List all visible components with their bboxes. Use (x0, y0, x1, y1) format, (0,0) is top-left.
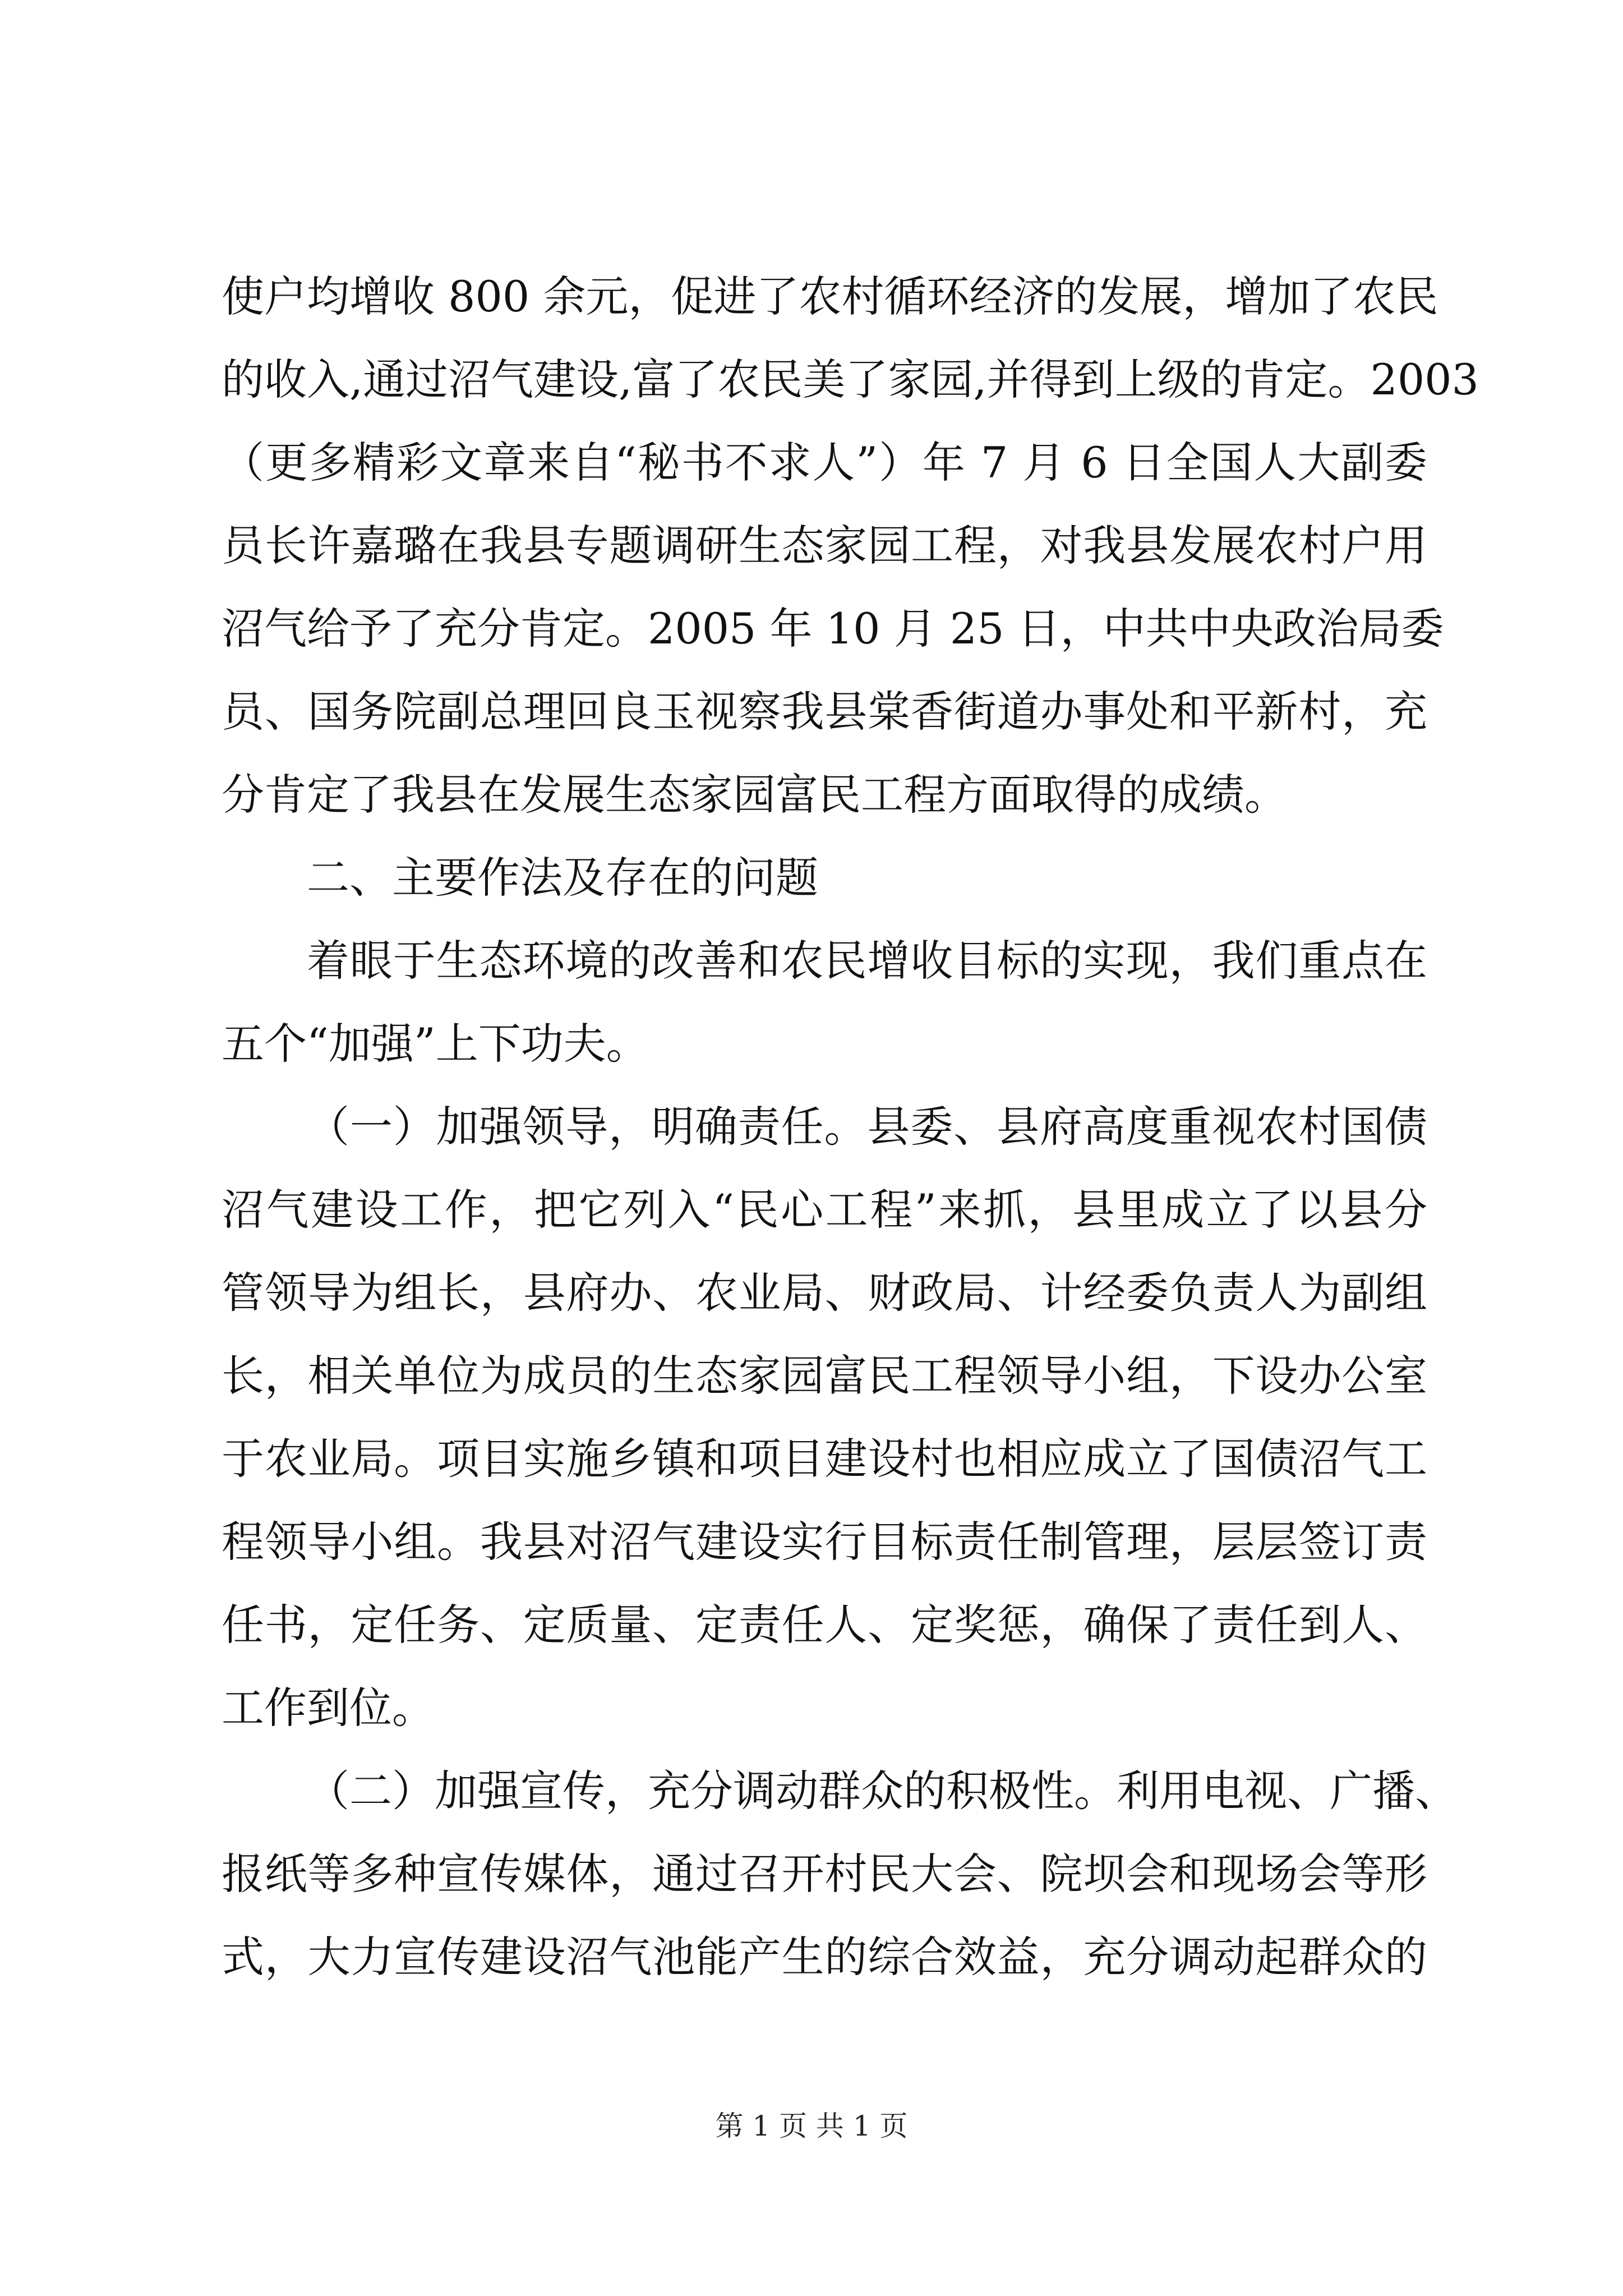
text-line: 于农业局。项目实施乡镇和项目建设村也相应成立了国债沼气工 (222, 1434, 1427, 1484)
text-line: （二）加强宣传，充分调动群众的积极性。利用电视、广播、 (307, 1766, 1458, 1816)
text-line: 使户均增收 800 余元，促进了农村循环经济的发展，增加了农民 (222, 272, 1438, 321)
text-line: 员长许嘉璐在我县专题调研生态家园工程，对我县发展农村户用 (222, 521, 1427, 570)
text-line: 员、国务院副总理回良玉视察我县棠香街道办事处和平新村，充 (222, 687, 1427, 737)
text-line: 长，相关单位为成员的生态家园富民工程领导小组，下设办公室 (222, 1351, 1427, 1401)
text-line: 任书，定任务、定质量、定责任人、定奖惩，确保了责任到人、 (222, 1600, 1427, 1650)
text-line: 着眼于生态环境的改善和农民增收目标的实现，我们重点在 (307, 936, 1427, 986)
text-line: 程领导小组。我县对沼气建设实行目标责任制管理，层层签订责 (222, 1517, 1427, 1567)
text-line: （一）加强领导，明确责任。县委、县府高度重视农村国债 (307, 1102, 1427, 1152)
text-line: 式，大力宣传建设沼气池能产生的综合效益，充分调动起群众的 (222, 1932, 1427, 1982)
document-body (222, 255, 1479, 1999)
text-line: 报纸等多种宣传媒体，通过召开村民大会、院坝会和现场会等形 (222, 1849, 1427, 1899)
text-line: 五个“加强”上下功夫。 (222, 1019, 649, 1069)
page-footer: 第 1 页 共 1 页 (715, 2110, 908, 2142)
text-line: （更多精彩文章来自“秘书不求人”）年 7 月 6 日全国人大副委 (222, 438, 1427, 487)
text-line: 的收入,通过沼气建设,富了农民美了家园,并得到上级的肯定。2003 (222, 355, 1479, 404)
text-line: 沼气给予了充分肯定。2005 年 10 月 25 日，中共中央政治局委 (222, 604, 1444, 654)
text-line: 管领导为组长，县府办、农业局、财政局、计经委负责人为副组 (222, 1268, 1427, 1318)
text-line: 工作到位。 (222, 1683, 435, 1733)
text-line: 二、主要作法及存在的问题 (307, 853, 818, 903)
text-line: 分肯定了我县在发展生态家园富民工程方面取得的成绩。 (222, 770, 1287, 820)
text-line: 沼气建设工作，把它列入“民心工程”来抓，县里成立了以县分 (222, 1185, 1427, 1235)
